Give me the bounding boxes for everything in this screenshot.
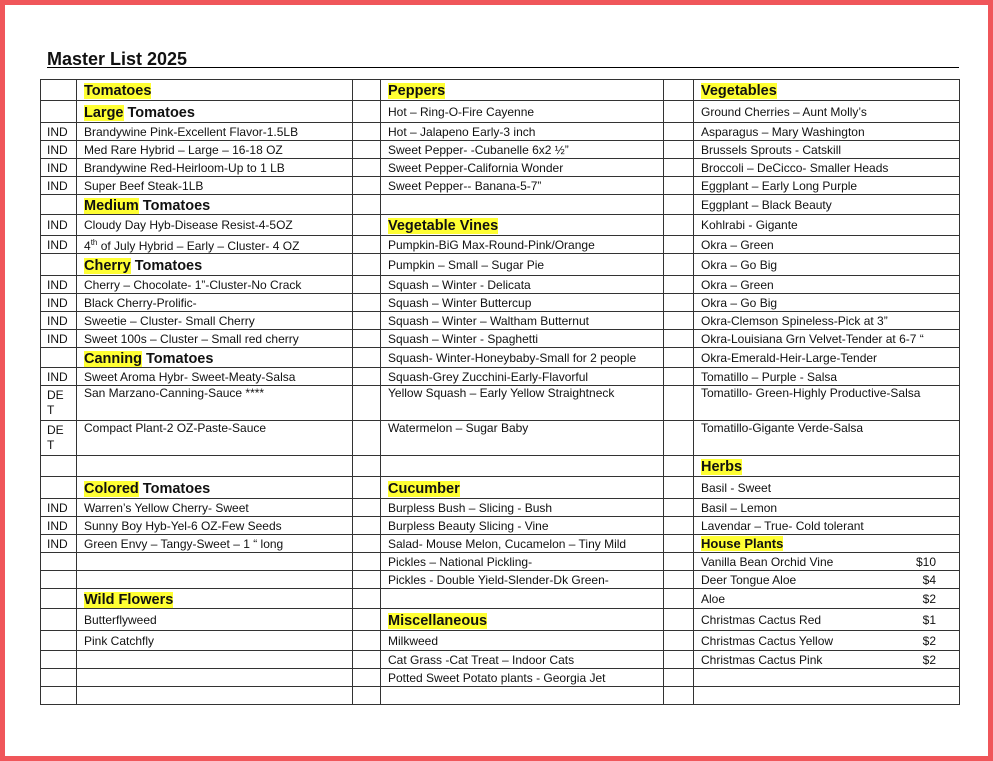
section-heading: Large Tomatoes <box>77 101 353 123</box>
type-code-cell: IND <box>41 330 77 348</box>
item-cell: Okra – Go Big <box>694 294 960 312</box>
type-code-cell <box>664 195 694 215</box>
item-cell: Aloe $2 <box>694 589 960 609</box>
type-code-cell <box>353 669 381 687</box>
section-heading <box>381 477 664 499</box>
item-cell: Brussels Sprouts - Catskill <box>694 141 960 159</box>
item-cell: Sweet Pepper- -Cubanelle 6x2 ½” <box>381 141 664 159</box>
type-code-cell <box>664 631 694 651</box>
table-row <box>41 517 960 535</box>
section-heading: Colored Tomatoes <box>77 477 353 499</box>
item-cell: Sweet 100s – Cluster – Small red cherry <box>77 330 353 348</box>
type-code-cell: IND <box>41 535 77 553</box>
type-code-cell <box>664 421 694 456</box>
item-cell: Med Rare Hybrid – Large – 16-18 OZ <box>77 141 353 159</box>
type-code-cell <box>353 312 381 330</box>
item-cell: Cloudy Day Hyb-Disease Resist-4-5OZ <box>77 215 353 236</box>
table-row <box>41 330 960 348</box>
item-cell: Burpless Bush – Slicing - Bush <box>381 499 664 517</box>
type-code-cell <box>664 276 694 294</box>
table-row <box>41 80 960 101</box>
type-code-cell <box>664 609 694 631</box>
highlighted-label: House Plants <box>701 535 784 551</box>
type-code-cell <box>664 651 694 669</box>
type-code-cell <box>664 669 694 687</box>
type-code-cell: IND <box>41 123 77 141</box>
table-row <box>41 141 960 159</box>
type-code-cell <box>664 215 694 236</box>
type-code-cell <box>664 571 694 589</box>
item-cell: Sweet Aroma Hybr- Sweet-Meaty-Salsa <box>77 368 353 386</box>
table-row <box>41 215 960 236</box>
price: $4 <box>922 572 936 587</box>
table-row <box>41 195 960 215</box>
type-code-cell <box>664 456 694 477</box>
type-code-cell <box>353 254 381 276</box>
item-cell: Tomatillo- Green-Highly Productive-Salsa <box>694 386 960 421</box>
item-cell: San Marzano-Canning-Sauce **** <box>77 386 353 421</box>
item-cell: Cat Grass -Cat Treat – Indoor Cats <box>381 651 664 669</box>
section-heading <box>77 589 353 609</box>
item-cell: Pink Catchfly <box>77 631 353 651</box>
highlighted-label: Canning <box>84 350 142 367</box>
item-cell: Broccoli – DeCicco- Smaller Heads <box>694 159 960 177</box>
highlighted-label: Wild Flowers <box>84 591 174 608</box>
item-cell: Milkweed <box>381 631 664 651</box>
highlighted-label: Peppers <box>388 83 446 99</box>
section-heading <box>694 535 960 553</box>
item-cell: Okra-Emerald-Heir-Large-Tender <box>694 348 960 368</box>
item-cell: Okra-Louisiana Grn Velvet-Tender at 6-7 “ <box>694 330 960 348</box>
type-code-cell: IND <box>41 141 77 159</box>
highlighted-label: Cucumber <box>388 480 460 497</box>
item-cell: Asparagus – Mary Washington <box>694 123 960 141</box>
item-cell: Sweet Pepper-California Wonder <box>381 159 664 177</box>
price: $1 <box>922 612 936 627</box>
table-row <box>41 687 960 705</box>
item-cell <box>381 195 664 215</box>
item-cell: Squash – Winter – Waltham Butternut <box>381 312 664 330</box>
title-underline <box>47 67 959 68</box>
item-cell <box>381 687 664 705</box>
price: $10 <box>915 554 936 569</box>
type-code-cell <box>353 517 381 535</box>
type-code-cell <box>353 80 381 101</box>
type-code-cell <box>41 687 77 705</box>
item-cell: Butterflyweed <box>77 609 353 631</box>
type-code-cell: IND <box>41 276 77 294</box>
price: $2 <box>922 591 936 606</box>
item-cell: Warren’s Yellow Cherry- Sweet <box>77 499 353 517</box>
type-code-cell <box>664 368 694 386</box>
type-code-cell <box>664 517 694 535</box>
item-cell: Brandywine Pink-Excellent Flavor-1.5LB <box>77 123 353 141</box>
item-cell: Green Envy – Tangy-Sweet – 1 “ long <box>77 535 353 553</box>
type-code-cell <box>353 294 381 312</box>
table-row <box>41 348 960 368</box>
item-cell: Okra – Go Big <box>694 254 960 276</box>
type-code-cell <box>41 101 77 123</box>
table-row <box>41 312 960 330</box>
item-cell <box>694 669 960 687</box>
type-code-cell <box>664 101 694 123</box>
master-list-table <box>40 79 960 705</box>
item-cell: Potted Sweet Potato plants - Georgia Jet <box>381 669 664 687</box>
table-row <box>41 159 960 177</box>
type-code-cell <box>353 589 381 609</box>
type-code-cell <box>41 421 77 456</box>
section-heading: Cherry Tomatoes <box>77 254 353 276</box>
item-cell: Brandywine Red-Heirloom-Up to 1 LB <box>77 159 353 177</box>
table-row <box>41 101 960 123</box>
type-code-cell: IND <box>41 499 77 517</box>
section-heading <box>381 215 664 236</box>
section-heading <box>381 80 664 101</box>
type-code-cell <box>664 123 694 141</box>
section-heading <box>694 456 960 477</box>
item-cell: Lavendar – True- Cold tolerant <box>694 517 960 535</box>
type-code-cell <box>664 535 694 553</box>
table-row <box>41 456 960 477</box>
type-code-cell <box>664 386 694 421</box>
table-row <box>41 177 960 195</box>
type-code-cell <box>41 669 77 687</box>
type-code-cell: IND <box>41 312 77 330</box>
type-code-cell <box>41 456 77 477</box>
table-row <box>41 631 960 651</box>
table-row <box>41 294 960 312</box>
table-row <box>41 553 960 571</box>
table-row <box>41 123 960 141</box>
table-row <box>41 477 960 499</box>
type-code-cell <box>41 195 77 215</box>
item-cell: Pickles - Double Yield-Slender-Dk Green- <box>381 571 664 589</box>
type-code-cell <box>664 236 694 254</box>
item-cell: Basil - Sweet <box>694 477 960 499</box>
section-heading <box>381 609 664 631</box>
table-row <box>41 589 960 609</box>
table-row <box>41 571 960 589</box>
item-cell: Squash – Winter - Delicata <box>381 276 664 294</box>
section-heading <box>694 80 960 101</box>
type-code-cell <box>41 386 77 421</box>
item-cell: Okra – Green <box>694 236 960 254</box>
item-cell: Pumpkin – Small – Sugar Pie <box>381 254 664 276</box>
type-code: DET <box>47 423 64 452</box>
type-code-cell <box>353 651 381 669</box>
type-code-cell <box>664 477 694 499</box>
type-code-cell <box>353 348 381 368</box>
item-cell: Pumpkin-BiG Max-Round-Pink/Orange <box>381 236 664 254</box>
item-cell: Okra-Clemson Spineless-Pick at 3” <box>694 312 960 330</box>
type-code-cell <box>664 687 694 705</box>
highlighted-label: Miscellaneous <box>388 612 488 629</box>
type-code-cell <box>353 631 381 651</box>
type-code-cell <box>41 254 77 276</box>
table-row <box>41 276 960 294</box>
item-cell: Okra – Green <box>694 276 960 294</box>
item-cell: Salad- Mouse Melon, Cucamelon – Tiny Mild <box>381 535 664 553</box>
table-row <box>41 386 960 421</box>
type-code-cell: IND <box>41 294 77 312</box>
type-code-cell <box>353 368 381 386</box>
section-heading: Canning Tomatoes <box>77 348 353 368</box>
type-code-cell <box>353 141 381 159</box>
type-code-cell <box>353 330 381 348</box>
price: $2 <box>922 652 936 667</box>
type-code-cell <box>664 159 694 177</box>
highlighted-label: Colored <box>84 480 139 497</box>
item-cell: Vanilla Bean Orchid Vine $10 <box>694 553 960 571</box>
item-cell: Hot – Jalapeno Early-3 inch <box>381 123 664 141</box>
type-code-cell <box>41 651 77 669</box>
item-cell: Kohlrabi - Gigante <box>694 215 960 236</box>
type-code-cell <box>664 177 694 195</box>
item-cell: Sweet Pepper-- Banana-5-7” <box>381 177 664 195</box>
highlighted-label: Vegetable Vines <box>388 218 499 234</box>
type-code-cell: IND <box>41 215 77 236</box>
item-cell <box>77 669 353 687</box>
type-code-cell <box>353 177 381 195</box>
table-row <box>41 499 960 517</box>
type-code-cell <box>353 123 381 141</box>
item-cell: Ground Cherries – Aunt Molly’s <box>694 101 960 123</box>
type-code-cell <box>353 535 381 553</box>
type-code-cell <box>353 386 381 421</box>
table-row <box>41 535 960 553</box>
type-code-cell: IND <box>41 368 77 386</box>
type-code-cell <box>353 687 381 705</box>
item-cell: Deer Tongue Aloe $4 <box>694 571 960 589</box>
type-code-cell <box>353 101 381 123</box>
type-code-cell: IND <box>41 517 77 535</box>
item-cell <box>381 589 664 609</box>
item-cell: Burpless Beauty Slicing - Vine <box>381 517 664 535</box>
item-cell: Cherry – Chocolate- 1”-Cluster-No Crack <box>77 276 353 294</box>
type-code-cell <box>353 159 381 177</box>
type-code-cell <box>353 571 381 589</box>
type-code-cell <box>664 330 694 348</box>
item-cell: Pickles – National Pickling- <box>381 553 664 571</box>
item-cell: Eggplant – Early Long Purple <box>694 177 960 195</box>
table-row <box>41 254 960 276</box>
type-code-cell <box>664 589 694 609</box>
highlighted-label: Vegetables <box>701 83 777 99</box>
item-cell: Christmas Cactus Pink $2 <box>694 651 960 669</box>
highlighted-label: Herbs <box>701 459 743 475</box>
type-code-cell <box>41 609 77 631</box>
item-cell <box>77 571 353 589</box>
type-code-cell <box>353 477 381 499</box>
type-code-cell <box>664 254 694 276</box>
item-cell: Squash- Winter-Honeybaby-Small for 2 people <box>381 348 664 368</box>
item-cell: Squash – Winter - Spaghetti <box>381 330 664 348</box>
type-code-cell <box>664 294 694 312</box>
item-cell <box>77 651 353 669</box>
type-code-cell <box>353 276 381 294</box>
type-code-cell <box>41 553 77 571</box>
item-cell <box>77 456 353 477</box>
table-row <box>41 421 960 456</box>
table-row <box>41 368 960 386</box>
type-code-cell <box>353 215 381 236</box>
item-cell: Super Beef Steak-1LB <box>77 177 353 195</box>
item-cell: Watermelon – Sugar Baby <box>381 421 664 456</box>
item-cell <box>381 456 664 477</box>
highlighted-label: Tomatoes <box>84 83 152 99</box>
type-code-cell <box>353 236 381 254</box>
table-body <box>41 80 960 705</box>
item-cell: Sunny Boy Hyb-Yel-6 OZ-Few Seeds <box>77 517 353 535</box>
type-code-cell <box>353 195 381 215</box>
type-code-cell <box>664 312 694 330</box>
type-code-cell <box>353 499 381 517</box>
item-cell: Black Cherry-Prolific- <box>77 294 353 312</box>
item-cell <box>694 687 960 705</box>
type-code-cell <box>353 421 381 456</box>
item-cell: 4th of July Hybrid – Early – Cluster- 4 OZ <box>77 236 353 254</box>
type-code-cell: IND <box>41 236 77 254</box>
type-code-cell <box>41 589 77 609</box>
type-code: DET <box>47 388 64 417</box>
type-code-cell <box>41 80 77 101</box>
type-code-cell <box>41 477 77 499</box>
item-cell: Hot – Ring-O-Fire Cayenne <box>381 101 664 123</box>
section-heading: Medium Tomatoes <box>77 195 353 215</box>
type-code-cell <box>353 553 381 571</box>
type-code-cell <box>41 571 77 589</box>
item-cell: Basil – Lemon <box>694 499 960 517</box>
type-code-cell: IND <box>41 159 77 177</box>
table-row <box>41 651 960 669</box>
item-cell: Squash – Winter Buttercup <box>381 294 664 312</box>
item-cell: Sweetie – Cluster- Small Cherry <box>77 312 353 330</box>
table-row <box>41 236 960 254</box>
section-heading <box>77 80 353 101</box>
item-cell: Christmas Cactus Red $1 <box>694 609 960 631</box>
type-code-cell <box>41 348 77 368</box>
item-cell: Eggplant – Black Beauty <box>694 195 960 215</box>
type-code-cell <box>353 609 381 631</box>
highlighted-label: Medium <box>84 197 139 214</box>
item-cell: Squash-Grey Zucchini-Early-Flavorful <box>381 368 664 386</box>
highlighted-label: Large <box>84 104 124 121</box>
item-cell: Compact Plant-2 OZ-Paste-Sauce <box>77 421 353 456</box>
highlighted-label: Cherry <box>84 257 131 274</box>
item-cell: Tomatillo-Gigante Verde-Salsa <box>694 421 960 456</box>
type-code-cell <box>664 141 694 159</box>
type-code-cell <box>664 499 694 517</box>
type-code-cell <box>353 456 381 477</box>
item-cell: Christmas Cactus Yellow $2 <box>694 631 960 651</box>
item-cell: Yellow Squash – Early Yellow Straightneck <box>381 386 664 421</box>
type-code-cell: IND <box>41 177 77 195</box>
price: $2 <box>922 633 936 648</box>
item-cell: Tomatillo – Purple - Salsa <box>694 368 960 386</box>
item-cell <box>77 553 353 571</box>
item-cell <box>77 687 353 705</box>
page-title: Master List 2025 <box>47 49 188 69</box>
table-row <box>41 609 960 631</box>
type-code-cell <box>664 80 694 101</box>
table-row <box>41 669 960 687</box>
type-code-cell <box>664 553 694 571</box>
type-code-cell <box>41 631 77 651</box>
type-code-cell <box>664 348 694 368</box>
